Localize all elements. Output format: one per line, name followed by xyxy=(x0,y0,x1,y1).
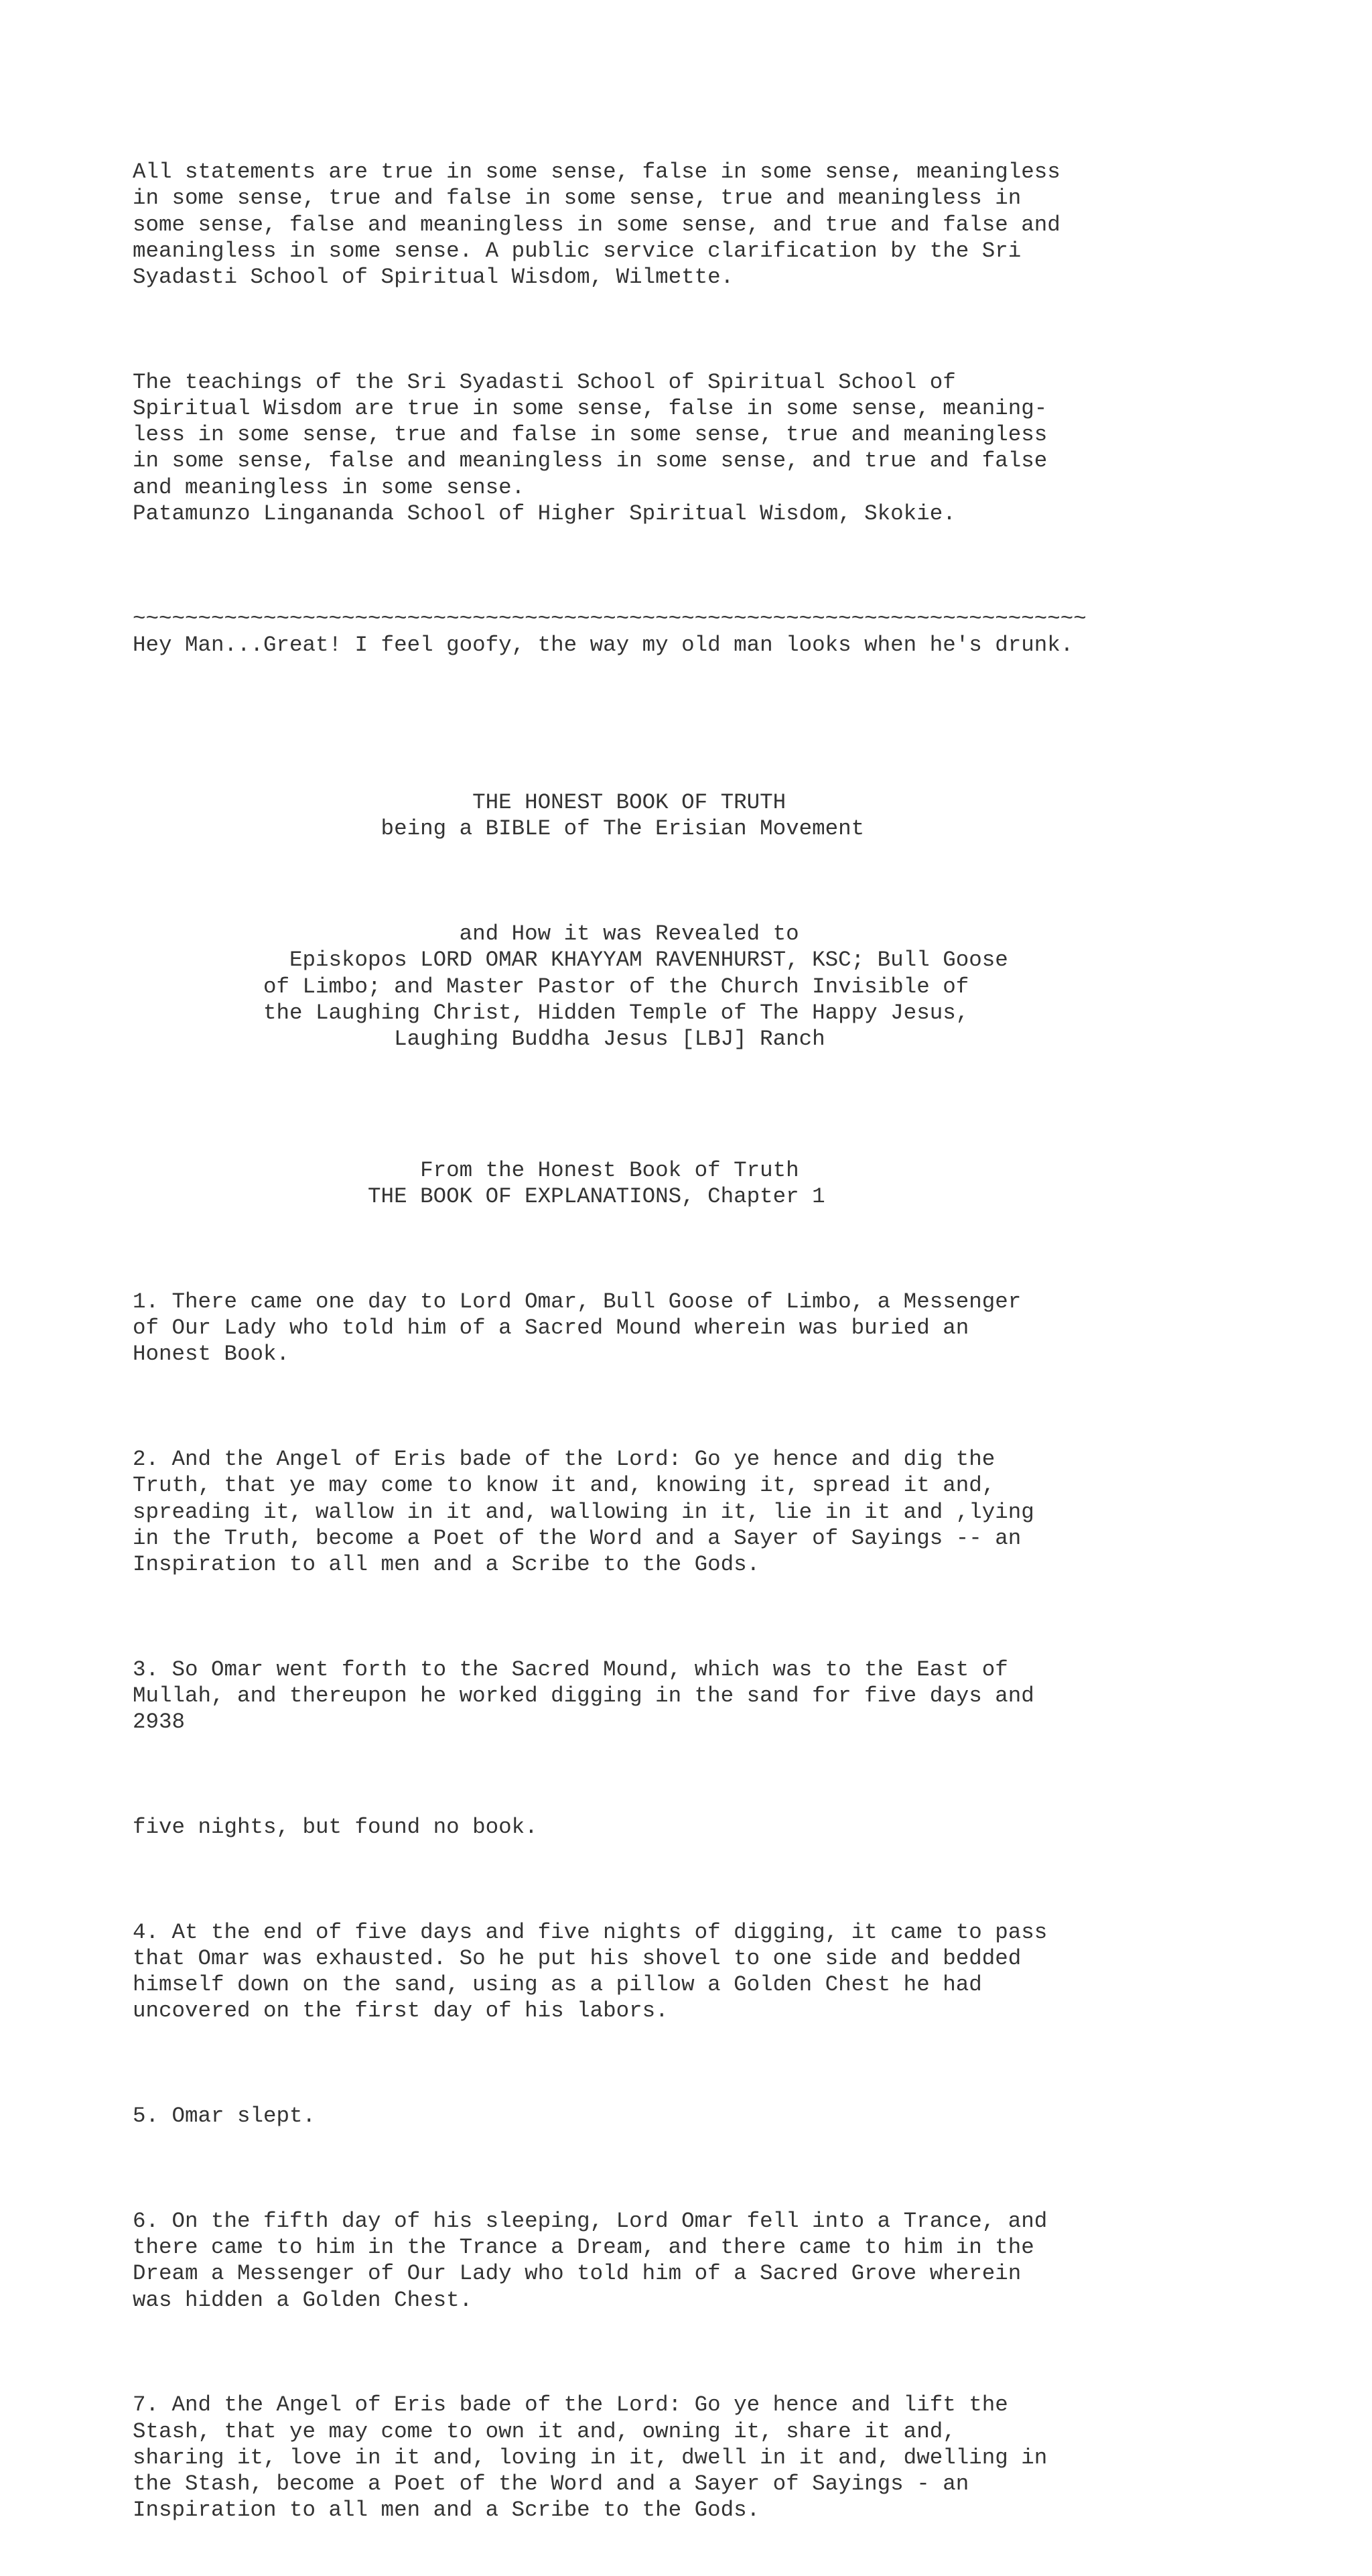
document-body xyxy=(133,133,1352,2576)
verse-5: 5. Omar slept. xyxy=(133,2104,316,2129)
paragraph-blank xyxy=(133,553,1352,579)
paragraph-blank xyxy=(133,1604,1352,1630)
paragraph-blank xyxy=(133,2051,1352,2077)
paragraph-blank xyxy=(133,2156,1352,2182)
paragraph-blank xyxy=(133,684,1352,710)
revealed-to-block: and How it was Revealed to Episkopos LORD OMAR KHAYYAM RAVENHURST, KSC; Bull Goose of Limbo; and Master Pastor of the Church Invisible of the Laughing Christ, Hidden Temple of The Happy Jesus, Laughing Buddha Jesus [LBJ] Ranch xyxy=(263,921,1008,1051)
paragraph-blank xyxy=(133,1078,1352,1104)
paragraph-blank xyxy=(133,1762,1352,1788)
paragraph-statements: All statements are true in some sense, false in some sense, meaningless in some sense, true and false in some sense, true and meaningless in some sense, false and meaningless in some sense, and true and false and meaningless in some sense. A public service clarification by the Sri Syadasti School of Spiritual Wisdom, Wilmette. xyxy=(133,159,1060,290)
paragraph-blank xyxy=(133,868,1352,895)
paragraph-blank xyxy=(133,1866,1352,1892)
paragraph-tilde-quote: ~~~~~~~~~~~~~~~~~~~~~~~~~~~~~~~~~~~~~~~~~~~~~~~~~~~~~~~~~~~~~~~~~~~~~~~~~ Hey Man...Great! I feel goofy, the way my old man looks when he's drunk. xyxy=(133,606,1087,657)
paragraph-blank xyxy=(133,1394,1352,1420)
verse-2: 2. And the Angel of Eris bade of the Lord: Go ye hence and dig the Truth, that ye may come to know it and, knowing it, spread it and, spreading it, wallow in it and, wallowing in it, lie in it and ,lying in the Truth, become a Poet of the Word and a Sayer of Sayings -- an Inspiration to all men and a Scribe to the Gods. xyxy=(133,1447,1034,1577)
verse-6: 6. On the fifth day of his sleeping, Lord Omar fell into a Trance, and there came to him in the Trance a Dream, and there came to him in the Dream a Messenger of Our Lady who told him of a Sacred Grove wherein was hidden a Golden Chest. xyxy=(133,2209,1048,2313)
verse-7: 7. And the Angel of Eris bade of the Lord: Go ye hence and lift the Stash, that ye may come to own it and, owning it, share it and, sharing it, love in it and, loving in it, dwell in it and, dwelling in the Stash, become a Poet of the Word and a Sayer of Sayings - an Inspiration to all men and a Scribe to the Gods. xyxy=(133,2392,1048,2523)
verse-4: 4. At the end of five days and five nights of digging, it came to pass that Omar was exhausted. So he put his shovel to one side and bedded himself down on the sand, using as a pillow a Golden Chest he had uncovered on the first day of his labors. xyxy=(133,1919,1048,2024)
paragraph-blank xyxy=(133,2339,1352,2366)
paragraph-blank xyxy=(133,316,1352,342)
chapter-heading: From the Honest Book of Truth THE BOOK OF EXPLANATIONS, Chapter 1 xyxy=(368,1157,825,1210)
verse-3-continued: five nights, but found no book. xyxy=(133,1815,538,1840)
paragraph-blank xyxy=(133,1236,1352,1263)
verse-1: 1. There came one day to Lord Omar, Bull Goose of Limbo, a Messenger of Our Lady who told him of a Sacred Mound wherein was buried an Honest Book. xyxy=(133,1289,1022,1367)
paragraph-teachings: The teachings of the Sri Syadasti School of Spiritual School of Spiritual Wisdom are true in some sense, false in some sense, meaning- less in some sense, true and false in some sense, true and meaningless in some sense, false and meaningless in some sense, and true and false and meaningless in some sense. Patamunzo Lingananda School of Higher Spiritual Wisdom, Skokie. xyxy=(133,369,1048,526)
title-block: THE HONEST BOOK OF TRUTH being a BIBLE of The Erisian Movement xyxy=(381,790,865,842)
verse-3: 3. So Omar went forth to the Sacred Mound, which was to the East of Mullah, and thereupon he worked digging in the sand for five days and 2938 xyxy=(133,1657,1034,1735)
